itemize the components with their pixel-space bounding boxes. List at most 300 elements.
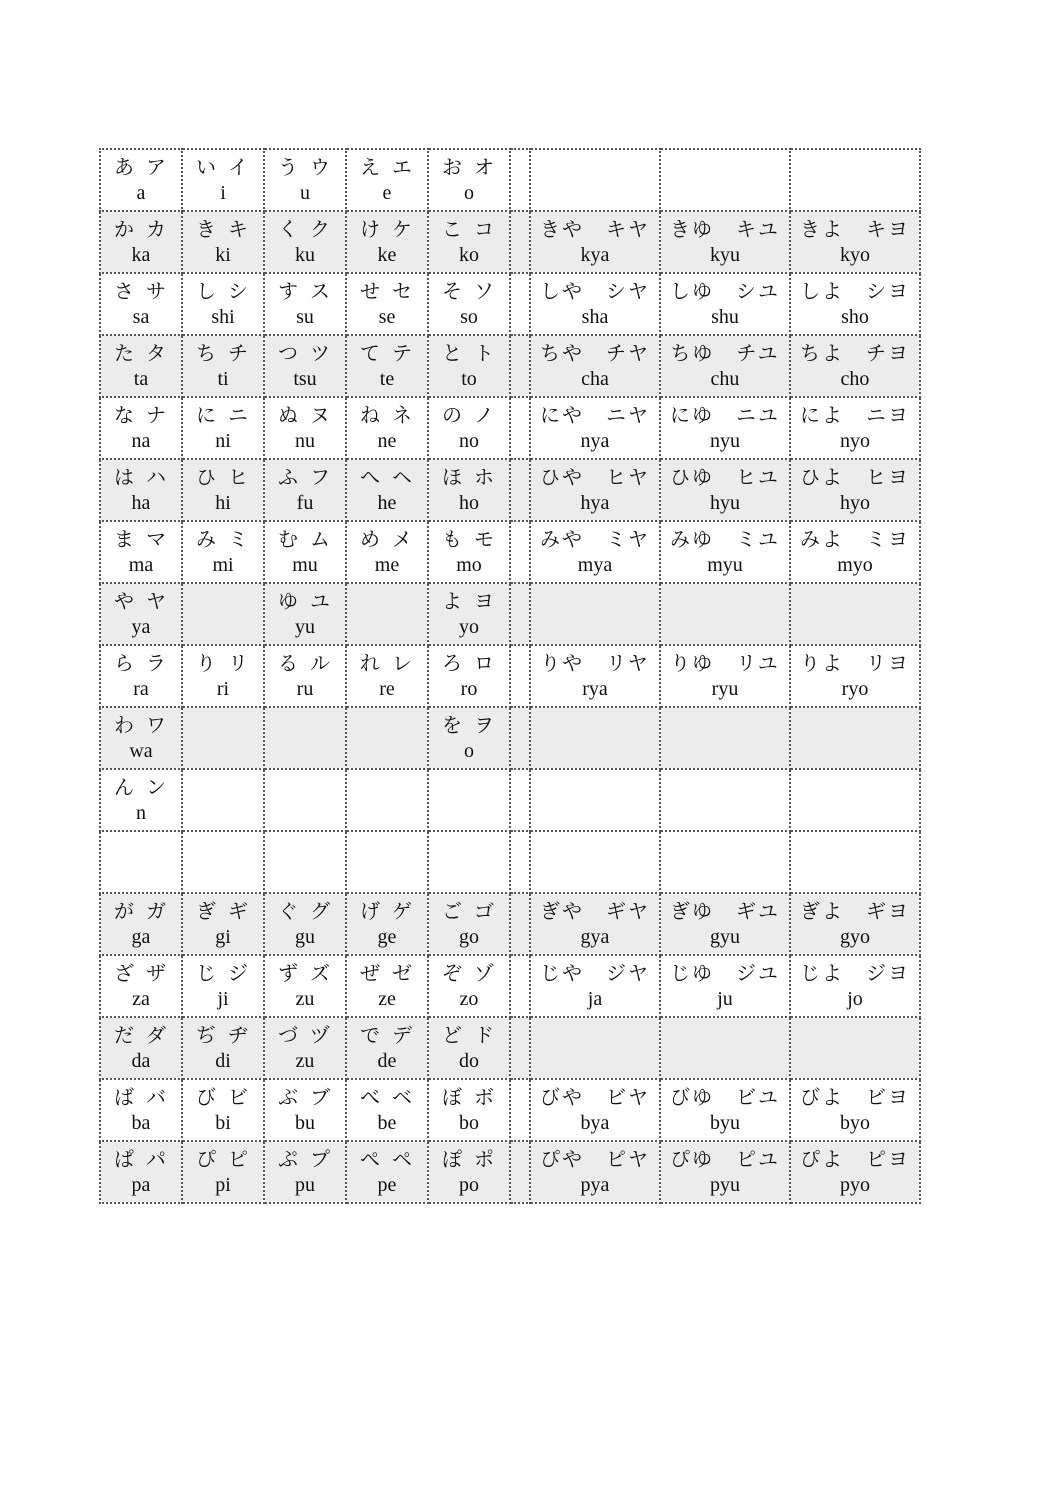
katakana-text: イ [228, 155, 250, 179]
kana-pair [183, 898, 263, 924]
romaji-text: da [131, 1050, 151, 1072]
romaji-text: ku [295, 244, 315, 266]
katakana-text: リヤ [606, 651, 650, 675]
romaji-text: hyo [840, 492, 870, 514]
spacer-cell [510, 707, 530, 769]
katakana-text: ナ [146, 403, 168, 427]
hiragana-text: へ [360, 465, 382, 489]
katakana-text: マ [146, 527, 168, 551]
romaji-text: nyu [710, 430, 740, 452]
kana-cell [346, 893, 428, 955]
spacer-cell [510, 273, 530, 335]
hiragana-text: あ [114, 155, 136, 179]
romaji-text: mi [212, 554, 234, 576]
kana-pair [183, 340, 263, 366]
romaji-text: ji [217, 988, 229, 1010]
kana-pair [183, 216, 263, 242]
kana-cell [790, 273, 920, 335]
spacer-cell [510, 893, 530, 955]
kana-row [100, 211, 920, 273]
kana-pair [183, 650, 263, 676]
romaji-text: go [459, 926, 479, 948]
kana-cell [428, 583, 510, 645]
romaji-text: myo [837, 554, 873, 576]
kana-pair [101, 712, 181, 738]
hiragana-text: にや [540, 403, 584, 427]
hiragana-text: ちゆ [670, 341, 715, 365]
kana-cell [264, 583, 346, 645]
hiragana-text: せ [360, 279, 382, 303]
hiragana-text: つ [278, 341, 300, 365]
katakana-text: ヒヤ [606, 465, 650, 489]
katakana-text: エ [392, 155, 414, 179]
kana-pair [265, 1022, 345, 1048]
hiragana-text: ろ [442, 651, 464, 675]
katakana-text: ミヤ [606, 527, 650, 551]
romaji-text: gyu [710, 926, 740, 948]
kana-cell [100, 149, 182, 211]
hiragana-text: ひや [540, 465, 584, 489]
kana-cell [530, 893, 660, 955]
romaji-text: wa [129, 740, 153, 762]
romaji-text: nu [295, 430, 315, 452]
kana-pair [531, 650, 659, 676]
kana-cell [346, 831, 428, 893]
kana-pair [661, 402, 789, 428]
katakana-text: ジヤ [606, 961, 650, 985]
kana-cell [530, 1079, 660, 1141]
kana-pair [183, 1146, 263, 1172]
kana-cell [428, 211, 510, 273]
kana-pair [101, 526, 181, 552]
katakana-text: サ [146, 279, 168, 303]
kana-cell [182, 583, 264, 645]
hiragana-text: け [360, 217, 382, 241]
hiragana-text: ぜ [360, 961, 382, 985]
kana-cell [264, 211, 346, 273]
katakana-text: ヂ [228, 1023, 250, 1047]
katakana-text: プ [310, 1147, 332, 1171]
romaji-text: cho [840, 368, 870, 390]
romaji-text: ra [133, 678, 149, 700]
hiragana-text: りゆ [670, 651, 715, 675]
katakana-text: ダ [146, 1023, 168, 1047]
katakana-text: ン [146, 775, 168, 799]
katakana-text: フ [310, 465, 332, 489]
romaji-text: shu [711, 306, 739, 328]
kana-cell [428, 1017, 510, 1079]
hiragana-text: ぴよ [800, 1147, 844, 1171]
hiragana-text: う [278, 155, 300, 179]
kana-cell [660, 831, 790, 893]
hiragana-text: ぴ [196, 1147, 218, 1171]
hiragana-text: わ [114, 713, 136, 737]
kana-cell [428, 769, 510, 831]
kana-row [100, 1079, 920, 1141]
kana-pair [429, 960, 509, 986]
kana-pair [347, 650, 427, 676]
hiragana-text: で [360, 1023, 382, 1047]
romaji-text: na [131, 430, 151, 452]
hiragana-text: の [442, 403, 464, 427]
kana-cell [182, 831, 264, 893]
kana-pair [791, 278, 919, 304]
kana-pair [661, 278, 789, 304]
romaji-text: kyo [840, 244, 870, 266]
kana-cell [428, 335, 510, 397]
kana-row [100, 1017, 920, 1079]
katakana-text: キヨ [866, 217, 910, 241]
romaji-text: ga [131, 926, 151, 948]
katakana-text: ヒユ [736, 465, 780, 489]
kana-pair [347, 1022, 427, 1048]
katakana-text: ピ [228, 1147, 250, 1171]
kana-row [100, 583, 920, 645]
kana-cell [346, 769, 428, 831]
spacer-cell [510, 459, 530, 521]
katakana-text: ム [310, 527, 332, 551]
hiragana-text: びゆ [670, 1085, 714, 1109]
spacer-cell [510, 1017, 530, 1079]
kana-cell [346, 397, 428, 459]
katakana-text: キ [228, 217, 250, 241]
katakana-text: ミヨ [866, 527, 910, 551]
kana-pair [661, 960, 789, 986]
kana-pair [531, 960, 659, 986]
kana-pair [531, 464, 659, 490]
kana-pair [531, 278, 659, 304]
kana-cell [100, 1017, 182, 1079]
spacer-cell [510, 583, 530, 645]
kana-cell [530, 707, 660, 769]
kana-pair [661, 898, 789, 924]
kana-cell [530, 1017, 660, 1079]
kana-cell [182, 645, 264, 707]
romaji-text: fu [296, 492, 314, 514]
kana-pair [429, 650, 509, 676]
hiragana-text: きよ [800, 217, 844, 241]
kana-cell [790, 1141, 920, 1203]
kana-pair [429, 402, 509, 428]
romaji-text: pa [131, 1174, 151, 1196]
kana-cell [428, 1079, 510, 1141]
hiragana-text: りや [540, 651, 585, 675]
kana-pair [791, 402, 919, 428]
romaji-text: pyo [840, 1174, 870, 1196]
kana-pair [531, 526, 659, 552]
kana-pair [429, 1146, 509, 1172]
romaji-text: ba [131, 1112, 151, 1134]
katakana-text: ハ [146, 465, 168, 489]
katakana-text: ア [146, 155, 168, 179]
romaji-text: so [460, 306, 478, 328]
romaji-text: ze [378, 988, 396, 1010]
kana-pair [347, 216, 427, 242]
katakana-text: ビヨ [866, 1085, 910, 1109]
hiragana-text: し [196, 279, 218, 303]
kana-pair [101, 960, 181, 986]
kana-cell [346, 1141, 428, 1203]
kana-cell [100, 893, 182, 955]
katakana-text: シヨ [866, 279, 910, 303]
kana-cell [660, 1141, 790, 1203]
hiragana-text: げ [360, 899, 382, 923]
romaji-text: i [220, 182, 226, 204]
katakana-text: ワ [146, 713, 168, 737]
spacer-cell [510, 335, 530, 397]
kana-cell [428, 521, 510, 583]
kana-cell [100, 459, 182, 521]
kana-pair [183, 278, 263, 304]
kana-cell [530, 397, 660, 459]
hiragana-text: り [196, 651, 218, 675]
hiragana-text: びや [540, 1085, 584, 1109]
kana-pair [347, 340, 427, 366]
kana-pair [791, 898, 919, 924]
kana-cell [530, 1141, 660, 1203]
romaji-text: gyo [840, 926, 870, 948]
kana-cell [660, 149, 790, 211]
hiragana-text: ぺ [360, 1147, 382, 1171]
romaji-text: byu [710, 1112, 740, 1134]
hiragana-text: め [360, 527, 382, 551]
kana-cell [790, 397, 920, 459]
katakana-text: チ [228, 341, 250, 365]
kana-pair [661, 464, 789, 490]
kana-cell [182, 397, 264, 459]
kana-row [100, 707, 920, 769]
kana-cell [790, 335, 920, 397]
romaji-text: byo [840, 1112, 870, 1134]
kana-cell [100, 955, 182, 1017]
romaji-text: pi [215, 1174, 231, 1196]
kana-pair [265, 960, 345, 986]
kana-pair [531, 402, 659, 428]
kana-cell [100, 831, 182, 893]
kana-pair [791, 526, 919, 552]
kana-cell [346, 273, 428, 335]
romaji-text: bi [215, 1112, 231, 1134]
romaji-text: n [136, 802, 146, 824]
spacer-cell [510, 397, 530, 459]
katakana-text: デ [392, 1023, 414, 1047]
kana-pair [661, 526, 789, 552]
katakana-text: ヒ [228, 465, 250, 489]
hiragana-text: ぎゆ [670, 899, 714, 923]
kana-cell [660, 645, 790, 707]
katakana-text: ト [474, 341, 496, 365]
katakana-text: ロ [474, 651, 496, 675]
katakana-text: ギ [228, 899, 250, 923]
katakana-text: ユ [310, 589, 332, 613]
kana-pair [265, 898, 345, 924]
romaji-text: sha [581, 306, 609, 328]
kana-cell [530, 335, 660, 397]
kana-pair [347, 1146, 427, 1172]
kana-cell [100, 645, 182, 707]
hiragana-text: と [442, 341, 464, 365]
romaji-text: mya [577, 554, 613, 576]
hiragana-text: よ [442, 589, 464, 613]
kana-pair [265, 1084, 345, 1110]
romaji-text: tsu [293, 368, 317, 390]
romaji-text: bu [295, 1112, 315, 1134]
hiragana-text: ひよ [800, 465, 844, 489]
hiragana-text: ん [114, 775, 136, 799]
hiragana-text: ちや [540, 341, 584, 365]
kana-pair [429, 1084, 509, 1110]
kana-cell [660, 521, 790, 583]
hiragana-text: ひゆ [670, 465, 714, 489]
romaji-text: ki [215, 244, 231, 266]
katakana-text: ベ [392, 1085, 414, 1109]
romaji-text: ni [215, 430, 231, 452]
romaji-text: pu [295, 1174, 315, 1196]
romaji-text: pyu [710, 1174, 740, 1196]
hiragana-text: を [442, 713, 464, 737]
katakana-text: ゴ [474, 899, 496, 923]
katakana-text: ミユ [736, 527, 780, 551]
spacer-cell [510, 955, 530, 1017]
hiragana-text: みよ [800, 527, 844, 551]
kana-pair [531, 216, 659, 242]
hiragana-text: ほ [442, 465, 464, 489]
kana-cell [660, 1079, 790, 1141]
katakana-text: ガ [146, 899, 168, 923]
kana-cell [346, 645, 428, 707]
kana-cell [660, 769, 790, 831]
kana-pair [531, 898, 659, 924]
romaji-text: jo [847, 988, 863, 1010]
romaji-text: e [382, 182, 392, 204]
hiragana-text: に [196, 403, 218, 427]
katakana-text: キヤ [606, 217, 650, 241]
hiragana-text: お [442, 155, 464, 179]
hiragana-text: ぎ [196, 899, 218, 923]
kana-pair [265, 526, 345, 552]
romaji-text: shi [211, 306, 235, 328]
katakana-text: セ [392, 279, 414, 303]
kana-row [100, 459, 920, 521]
romaji-text: ka [131, 244, 151, 266]
kana-row [100, 521, 920, 583]
kana-pair [265, 340, 345, 366]
kana-cell [530, 211, 660, 273]
kana-cell [428, 1141, 510, 1203]
hiragana-text: ま [114, 527, 136, 551]
kana-cell [100, 1079, 182, 1141]
kana-row [100, 769, 920, 831]
kana-pair [101, 278, 181, 304]
kana-pair [791, 1146, 919, 1172]
romaji-text: rya [582, 678, 608, 700]
katakana-text: ニヨ [866, 403, 910, 427]
romaji-text: myu [707, 554, 743, 576]
hiragana-text: び [196, 1085, 218, 1109]
katakana-text: ニユ [736, 403, 780, 427]
kana-pair [265, 216, 345, 242]
kana-pair [183, 464, 263, 490]
kana-cell [428, 707, 510, 769]
kana-cell [264, 459, 346, 521]
kana-cell [264, 645, 346, 707]
kana-cell [660, 211, 790, 273]
katakana-text: レ [392, 651, 414, 675]
hiragana-text: ぱ [114, 1147, 136, 1171]
romaji-text: ge [377, 926, 397, 948]
hiragana-text: か [114, 217, 136, 241]
kana-pair [429, 1022, 509, 1048]
kana-row [100, 149, 920, 211]
kana-cell [428, 893, 510, 955]
kana-cell [346, 583, 428, 645]
kana-cell [660, 273, 790, 335]
kana-cell [660, 583, 790, 645]
kana-pair [265, 1146, 345, 1172]
romaji-text: to [461, 368, 477, 390]
katakana-text: タ [146, 341, 168, 365]
katakana-text: バ [146, 1085, 168, 1109]
kana-pair [101, 216, 181, 242]
romaji-text: he [377, 492, 397, 514]
romaji-text: di [215, 1050, 231, 1072]
kana-pair [183, 1084, 263, 1110]
kana-pair [101, 588, 181, 614]
kana-pair [791, 1084, 919, 1110]
kana-cell [346, 459, 428, 521]
katakana-text: ヘ [392, 465, 414, 489]
hiragana-text: そ [442, 279, 464, 303]
katakana-text: リユ [736, 651, 780, 675]
kana-pair [101, 898, 181, 924]
romaji-text: te [379, 368, 395, 390]
romaji-text: pya [580, 1174, 610, 1196]
kana-pair [183, 402, 263, 428]
hiragana-text: る [278, 651, 300, 675]
kana-cell [530, 831, 660, 893]
kana-cell [264, 521, 346, 583]
romaji-text: sho [841, 306, 869, 328]
katakana-text: モ [474, 527, 496, 551]
katakana-text: リヨ [866, 651, 910, 675]
hiragana-text: な [114, 403, 136, 427]
hiragana-text: りよ [800, 651, 844, 675]
katakana-text: ノ [474, 403, 496, 427]
romaji-text: bo [459, 1112, 479, 1134]
spacer-cell [510, 769, 530, 831]
kana-cell [264, 1079, 346, 1141]
katakana-text: ポ [474, 1147, 496, 1171]
kana-cell [530, 459, 660, 521]
hiragana-text: きや [540, 217, 584, 241]
katakana-text: チユ [736, 341, 780, 365]
romaji-text: de [377, 1050, 397, 1072]
kana-pair [347, 464, 427, 490]
hiragana-text: ぞ [442, 961, 464, 985]
romaji-text: re [379, 678, 395, 700]
katakana-text: ヅ [310, 1023, 332, 1047]
kana-cell [264, 273, 346, 335]
katakana-text: シヤ [606, 279, 650, 303]
spacer-cell [510, 211, 530, 273]
kana-cell [790, 1017, 920, 1079]
kana-cell [790, 769, 920, 831]
hiragana-text: ぴゆ [670, 1147, 714, 1171]
kana-row [100, 645, 920, 707]
hiragana-text: ぬ [278, 403, 300, 427]
kana-pair [791, 650, 919, 676]
katakana-text: ゲ [392, 899, 414, 923]
